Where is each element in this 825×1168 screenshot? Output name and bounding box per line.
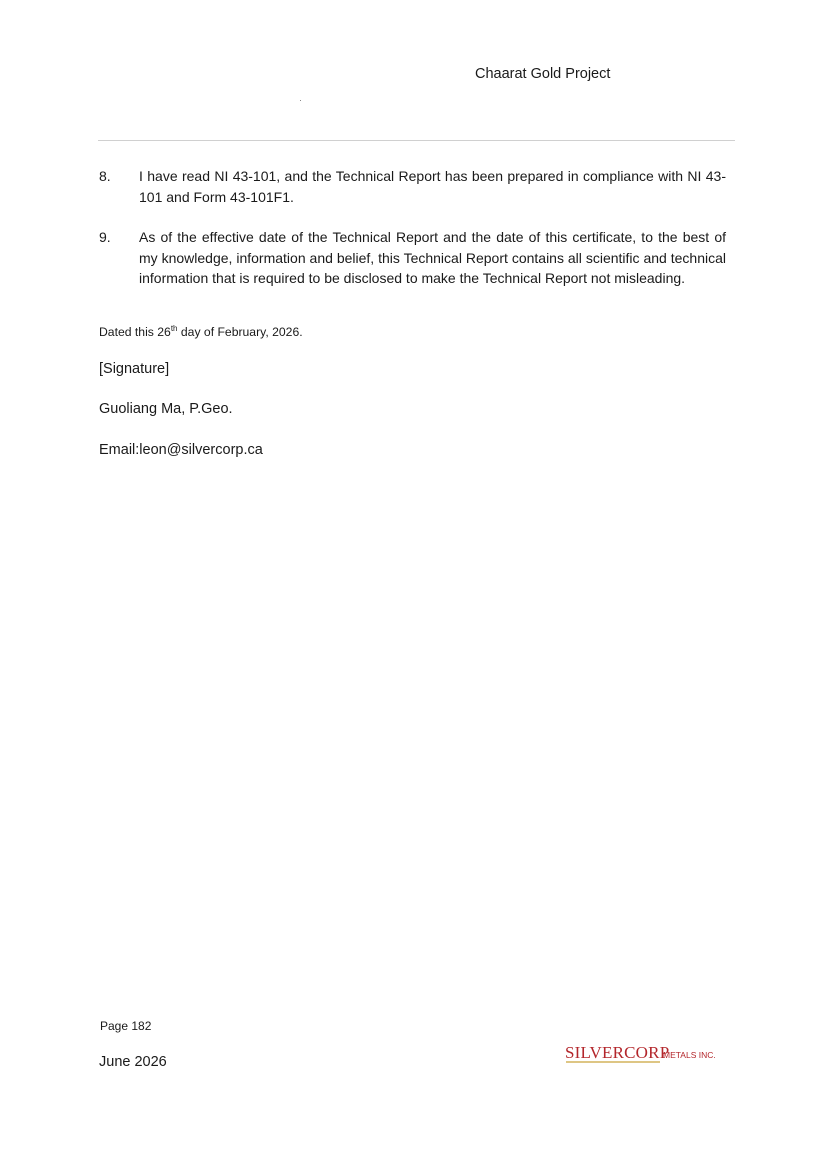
item-text: I have read NI 43-101, and the Technical Report has been prepared in compliance with NI 43-101 and Form 43-101F1. [139, 168, 726, 205]
item-text: As of the effective date of the Technical Report and the date of this certificate, to the best of my knowledge, information and belief, this Technical Report contains all scientific and technical information that is required to be disclosed to make the Technical Report not misleading. [139, 229, 726, 286]
item-number: 9. [99, 229, 111, 245]
dated-suffix: day of February, 2026. [177, 325, 303, 339]
header-dot [300, 100, 301, 101]
signatory-name: Guoliang Ma, P.Geo. [99, 401, 233, 417]
header-divider [98, 140, 735, 141]
dated-prefix: Dated this 26 [99, 325, 171, 339]
signatory-email: Email:leon@silvercorp.ca [99, 442, 263, 458]
list-item [99, 227, 726, 289]
logo-sub-text: METALS INC. [663, 1050, 716, 1060]
page-number: Page 182 [100, 1019, 152, 1033]
dated-ordinal: th [170, 323, 178, 333]
logo-main-text: SILVERCORP [565, 1043, 670, 1062]
header-title: Chaarat Gold Project [475, 66, 611, 82]
signature-placeholder: [Signature] [99, 361, 170, 377]
silvercorp-logo [565, 1042, 725, 1066]
footer-date: June 2026 [99, 1054, 167, 1070]
item-number: 8. [99, 168, 111, 184]
list-item [99, 166, 726, 207]
logo-graphic [565, 1042, 725, 1066]
dated-line [99, 325, 303, 339]
